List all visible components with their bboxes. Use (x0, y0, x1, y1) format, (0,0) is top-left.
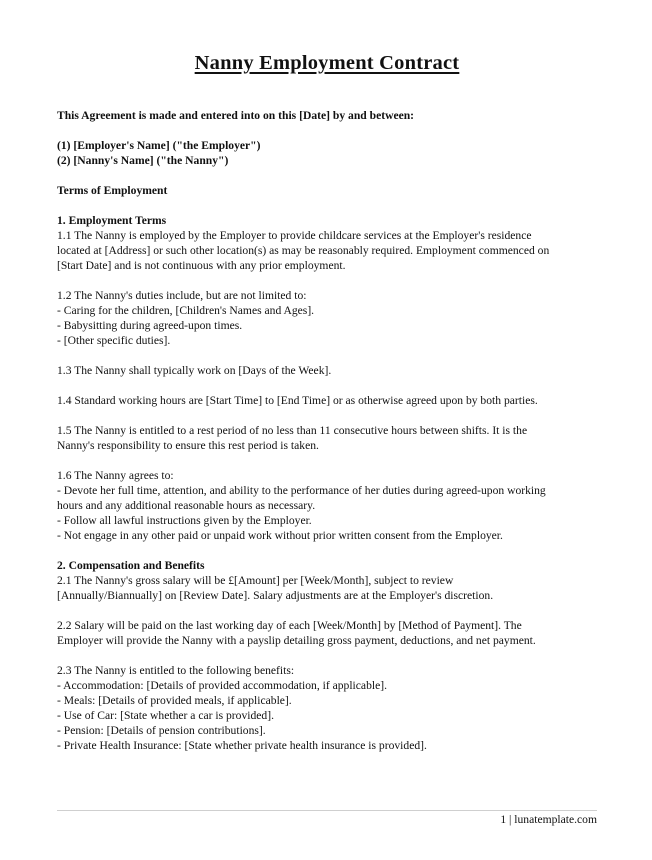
list-item: - Caring for the children, [Children's Names and Ages]. (57, 304, 315, 317)
list-item: - Babysitting during agreed-upon times. (57, 319, 243, 332)
list-item: - Meals: [Details of provided meals, if applicable]. (57, 694, 292, 707)
list-item: - Follow all lawful instructions given by the Employer. (57, 514, 312, 527)
clause-line: 1.3 The Nanny shall typically work on [Days of the Week]. (57, 364, 332, 377)
clause-line: [Annually/Biannually] on [Review Date]. Salary adjustments are at the Employer's discretion. (57, 589, 494, 602)
list-item: - Devote her full time, attention, and ability to the performance of her duties during agreed-upon working (57, 484, 546, 497)
intro-line: This Agreement is made and entered into on this [Date] by and between: (57, 109, 415, 122)
list-item: - Private Health Insurance: [State whether private health insurance is provided]. (57, 739, 427, 752)
list-item: - Not engage in any other paid or unpaid work without prior written consent from the Employer. (57, 529, 503, 542)
clause-line: [Start Date] and is not continuous with any prior employment. (57, 259, 346, 272)
clause-line: 2.3 The Nanny is entitled to the following benefits: (57, 664, 295, 677)
party-employer: (1) [Employer's Name] ("the Employer") (57, 139, 261, 152)
clause-line: 2.1 The Nanny's gross salary will be £[Amount] per [Week/Month], subject to review (57, 574, 454, 587)
terms-heading: Terms of Employment (57, 184, 168, 197)
document-page (57, 0, 597, 860)
document-body (57, 108, 602, 753)
list-item: - Accommodation: [Details of provided accommodation, if applicable]. (57, 679, 387, 692)
clause-line: 1.1 The Nanny is employed by the Employer to provide childcare services at the Employer's residence (57, 229, 532, 242)
clause-line: 1.6 The Nanny agrees to: (57, 469, 174, 482)
clause-line: 1.4 Standard working hours are [Start Time] to [End Time] or as otherwise agreed upon by both parties. (57, 394, 538, 407)
clause-line: Nanny's responsibility to ensure this rest period is taken. (57, 439, 319, 452)
list-item: - Pension: [Details of pension contributions]. (57, 724, 266, 737)
section-heading: 2. Compensation and Benefits (57, 559, 205, 572)
list-item: - Use of Car: [State whether a car is provided]. (57, 709, 274, 722)
party-nanny: (2) [Nanny's Name] ("the Nanny") (57, 154, 229, 167)
clause-line: located at [Address] or such other location(s) as may be reasonably required. Employment commenced on (57, 244, 550, 257)
clause-line: 1.5 The Nanny is entitled to a rest period of no less than 11 consecutive hours between shifts. It is the (57, 424, 528, 437)
clause-line: Employer will provide the Nanny with a payslip detailing gross payment, deductions, and net payment. (57, 634, 536, 647)
clause-line: 2.2 Salary will be paid on the last working day of each [Week/Month] by [Method of Payment]. The (57, 619, 522, 632)
list-item: - [Other specific duties]. (57, 334, 171, 347)
clause-line: 1.2 The Nanny's duties include, but are not limited to: (57, 289, 307, 302)
footer-divider (57, 810, 597, 811)
list-item: hours and any additional reasonable hours as necessary. (57, 499, 316, 512)
page-footer: 1 | lunatemplate.com (500, 813, 597, 826)
document-title: Nanny Employment Contract (194, 52, 460, 74)
section-heading: 1. Employment Terms (57, 214, 167, 227)
